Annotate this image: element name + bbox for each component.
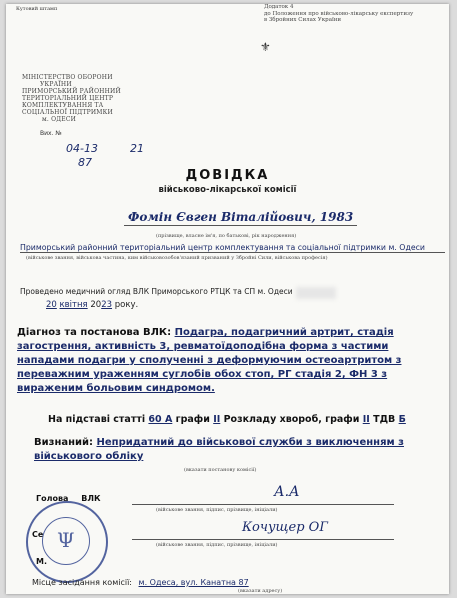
stamp-number-value: 04-13 bbox=[66, 142, 98, 155]
appendix-line: Додаток 4 bbox=[264, 4, 294, 10]
center-name: Приморський районний територіальний центр комплектування та соціальної підтримки м. Одеси bbox=[20, 243, 445, 253]
stamp-line: м. ОДЕСИ bbox=[42, 116, 77, 123]
stamp-line: МІНІСТЕРСТВО ОБОРОНИ bbox=[22, 74, 113, 81]
article-column: II bbox=[213, 414, 221, 425]
emblem-icon: ⚜ bbox=[260, 40, 271, 54]
article-number: 60 А bbox=[148, 414, 173, 425]
exam-year-prefix: 20 bbox=[90, 300, 102, 310]
place-label: Місце засідання комісії: bbox=[32, 578, 132, 587]
stamp-number-label: Вих. № bbox=[40, 130, 62, 137]
stamp-line: ПРИМОРСЬКИЙ РАЙОННИЙ bbox=[22, 88, 121, 95]
head-sign-line bbox=[132, 504, 394, 505]
place-value: м. Одеса, вул. Канатна 87 bbox=[138, 578, 249, 587]
stamp-line: КОМПЛЕКТУВАННЯ ТА bbox=[22, 102, 104, 109]
verdict-caption: (вказати постанову комісії) bbox=[184, 467, 257, 473]
round-seal bbox=[26, 501, 108, 583]
appendix-line: в Збройних Силах України bbox=[264, 17, 342, 23]
stamp-line: СОЦІАЛЬНОЇ ПІДТРИМКИ bbox=[22, 109, 113, 116]
person-caption: (прізвище, власне ім'я, по батькові, рік народження) bbox=[156, 233, 297, 239]
verdict-block bbox=[34, 436, 434, 464]
document-title: ДОВІДКА bbox=[185, 168, 270, 183]
place-caption: (вказати адресу) bbox=[238, 588, 283, 594]
trident-icon: Ψ bbox=[57, 528, 75, 552]
article-t1: На підставі статті bbox=[48, 414, 146, 425]
article-t3: Розкладу хвороб, графи bbox=[223, 414, 360, 425]
document-subtitle: військово-лікарської комісії bbox=[158, 185, 297, 195]
article-line bbox=[48, 414, 406, 425]
redaction-blur bbox=[296, 287, 336, 299]
article-tdv: Б bbox=[398, 414, 406, 425]
person-name: Фомін Євген Віталійович, 1983 bbox=[124, 210, 357, 226]
verdict-label: Визнаний: bbox=[34, 437, 94, 448]
exam-year-suffix: року. bbox=[114, 300, 139, 310]
head-signature: А.А bbox=[274, 484, 300, 500]
secretary-label: Се bbox=[32, 530, 44, 539]
exam-year: 23 bbox=[101, 300, 113, 310]
diagnosis-label: Діагноз та постанова ВЛК: bbox=[17, 327, 172, 338]
center-caption: (військове звання, військова частина, ким військовозобов'язаний призваний у Збройні Сили, військова професія) bbox=[26, 255, 328, 261]
head-caption: (військове звання, підпис, прізвище, ініціали) bbox=[156, 507, 278, 513]
corner-stamp-label: Кутовий штамп bbox=[16, 6, 58, 12]
exam-month: квітня bbox=[59, 300, 88, 310]
secretary-caption: (військове звання, підпис, прізвище, ініціали) bbox=[156, 542, 278, 548]
verdict-text: Непридатний до військової служби з виключенням з військового обліку bbox=[34, 437, 404, 462]
mp-label: М. bbox=[36, 557, 47, 566]
exam-prefix: Проведено медичний огляд ВЛК Приморського РТЦК та СП м. Одеси bbox=[20, 287, 293, 296]
certificate-sheet bbox=[6, 4, 449, 594]
exam-line bbox=[20, 287, 293, 296]
place-line bbox=[32, 578, 249, 587]
article-t4: ТДВ bbox=[373, 414, 396, 425]
stamp-date-value: 87 bbox=[78, 156, 92, 169]
secretary-signature: Кочущер ОГ bbox=[242, 520, 328, 535]
stamp-line: ТЕРИТОРІАЛЬНИЙ ЦЕНТР bbox=[22, 95, 114, 102]
appendix-line: до Положення про військово-лікарську експертизу bbox=[264, 10, 414, 17]
diagnosis-text: Подагра, подагричний артрит, стадія загострення, активність 3, ревматоїдоподібна форма з частими нападами подагри у сполученні з деформуючим остеоартритом з переважним ураженням суглобів обох стоп, РГ стадія 2, ФН 3 з вираженим больовим синдромом. bbox=[17, 327, 402, 394]
stamp-extra-value: 21 bbox=[130, 142, 144, 155]
exam-date bbox=[46, 300, 138, 310]
diagnosis-block bbox=[17, 326, 437, 396]
exam-day: 20 bbox=[46, 300, 57, 310]
stamp-line: УКРАЇНИ bbox=[40, 81, 72, 88]
appendix-note bbox=[264, 4, 444, 24]
head-title: Голова bbox=[36, 494, 69, 503]
head-vlk: ВЛК bbox=[81, 494, 101, 503]
secretary-sign-line bbox=[132, 539, 394, 540]
institution-stamp bbox=[22, 74, 122, 123]
article-column2: II bbox=[362, 414, 370, 425]
article-t2: графи bbox=[175, 414, 210, 425]
